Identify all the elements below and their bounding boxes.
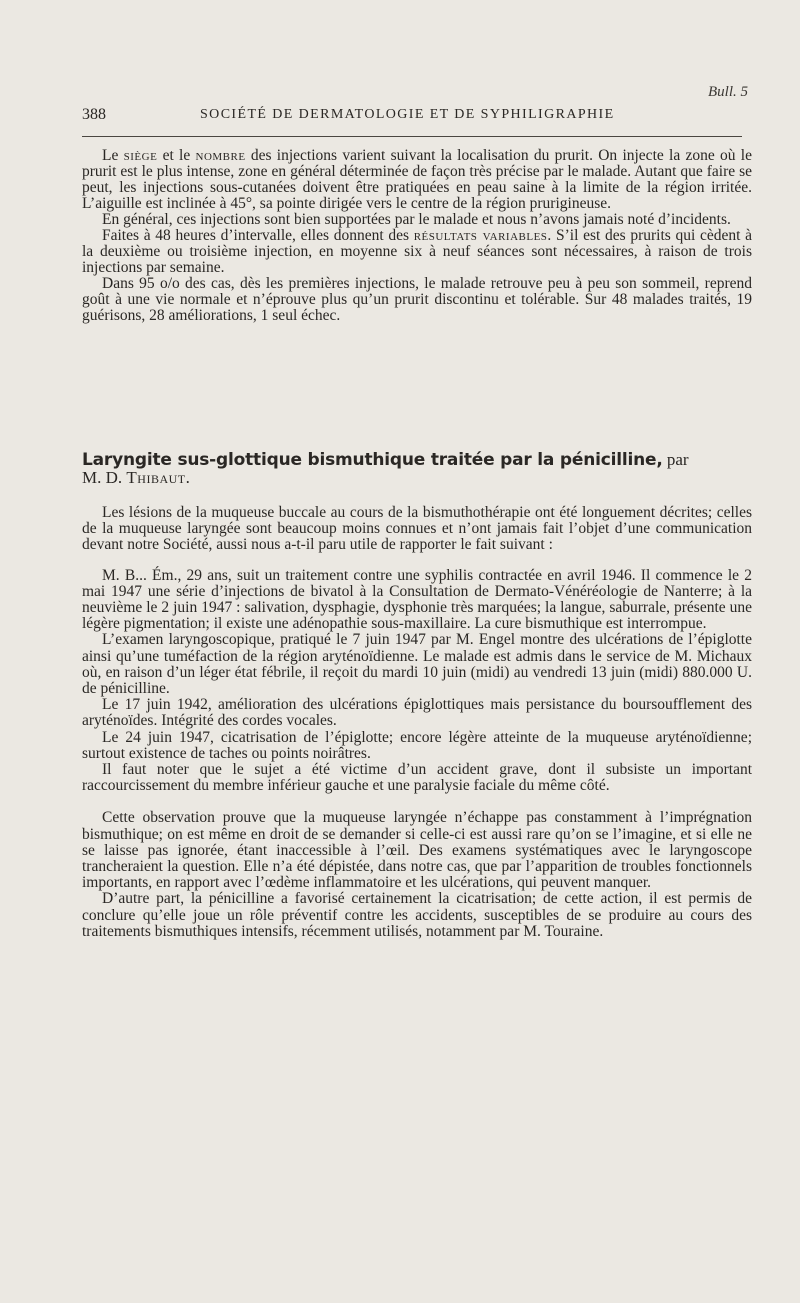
header-rule — [82, 136, 742, 137]
section-2 — [82, 505, 752, 940]
paragraph-2: En général, ces injections sont bien supportées par le malade et nous n’avons jamais noté d’incidents. — [102, 211, 731, 228]
page-header — [82, 106, 754, 130]
paragraph-case: M. B... Ém., 29 ans, suit un traitement contre une syphilis contractée en avril 1946. Il commence le 2 mai 1947 une série d’injections de bivatol à la Consultation de Dermato-Vénéréologie de Nanterre; à la neuvième le 2 juin 1947 : salivation, dysphagie, dysphonie très marquées; la langue, saburrale, présente une légère pigmentation; il existe une adénopathie sous-maxillaire. La cure bismuthique est interrompue. — [82, 566, 752, 633]
paragraph-june17: Le 17 juin 1942, amélioration des ulcérations épiglottiques mais persistance du boursoufflement des aryténoïdes. Intégrité des cordes vocales. — [82, 696, 752, 730]
section-1 — [82, 148, 752, 324]
article-author: M. D. Thibaut. — [82, 468, 190, 487]
paragraph-exam: L’examen laryngoscopique, pratiqué le 7 juin 1947 par M. Engel montre des ulcérations de l’épiglotte ainsi qu’une tuméfaction de la région aryténoïdienne. Le malade est admis dans le service de M. Michaux où, en raison d’un léger état fébrile, il reçoit du mardi 10 juin (midi) au vendredi 13 juin (midi) 880.000 U. de pénicilline. — [82, 631, 752, 698]
smallcaps-siege: siège — [123, 147, 158, 164]
paragraph-final: D’autre part, la pénicilline a favorisé certainement la cicatrisation; de cette action, il est permis de conclure qu’elle joue un rôle préventif contre les accidents, susceptibles de se produire au cours des traitements bismuthiques intensifs, récemment utilisés, notamment par M. Touraine. — [82, 890, 752, 940]
paragraph-june24: Le 24 juin 1947, cicatrisation de l’épiglotte; encore légère atteinte de la muqueuse aryténoïdienne; surtout existence de taches ou points noirâtres. — [82, 728, 752, 762]
paragraph-conclusion: Cette observation prouve que la muqueuse laryngée n’échappe pas constamment à l’imprégnation bismuthique; on est même en droit de se demander si celle-ci est aussi rare qu’on se l’imagine, et si elle ne se laisse pas ignorée, étant inaccessible à l’œil. Des examens systématiques avec le laryngoscope trancheraient la question. Elle n’a été dépistée, dans notre cas, que par l’apparition de troubles fonctionnels importants, en rapport avec l’œdème inflammatoire et les ulcérations, qui peuvent manquer. — [82, 809, 752, 892]
bulletin-note: Bull. 5 — [708, 84, 748, 100]
paragraph-1: Le siège et le nombre des injections varient suivant la localisation du prurit. On injecte la zone où le prurit est le plus intense, zone en général déterminée de façon très précise par le malade. Autant que faire se peut, les injections sous-cutanées doivent être pratiquées en peau saine à la limite de la région irritée. L’aiguille est inclinée à 45°, sa pointe dirigée vers le centre de la région prurigineuse. — [82, 147, 752, 212]
article-heading — [82, 451, 752, 487]
smallcaps-resultats: résultats variables — [413, 227, 548, 244]
paragraph-note: Il faut noter que le sujet a été victime d’un accident grave, dont il subsiste un important raccourcissement du membre inférieur gauche et une paralysie faciale du même côté. — [82, 761, 752, 795]
smallcaps-nombre: nombre — [195, 147, 246, 164]
article-title: Laryngite sus-glottique bismuthique traitée par la pénicilline, — [82, 450, 663, 470]
paragraph-4: Dans 95 o/o des cas, dès les premières injections, le malade retrouve peu à peu son sommeil, reprend goût à une vie normale et n’éprouve plus qu’un prurit discontinu et tolérable. Sur 48 malades traités, 19 guérisons, 28 améliorations, 1 seul échec. — [82, 275, 752, 324]
paragraph-3: Faites à 48 heures d’intervalle, elles donnent des résultats variables. S’il est des prurits qui cèdent à la deuxième ou troisième injection, en moyenne six à neuf séances sont nécessaires, à raison de trois injections par semaine. — [82, 227, 752, 276]
paragraph-intro: Les lésions de la muqueuse buccale au cours de la bismuthothérapie ont été longuement décrites; celles de la muqueuse laryngée sont beaucoup moins connues et n’ont jamais fait l’objet d’une communication devant notre Société, aussi nous a-t-il paru utile de rapporter le fait suivant : — [82, 504, 752, 554]
article-by: par — [662, 450, 689, 469]
page-number: 388 — [82, 106, 106, 123]
running-title: SOCIÉTÉ DE DERMATOLOGIE ET DE SYPHILIGRAPHIE — [200, 107, 615, 122]
